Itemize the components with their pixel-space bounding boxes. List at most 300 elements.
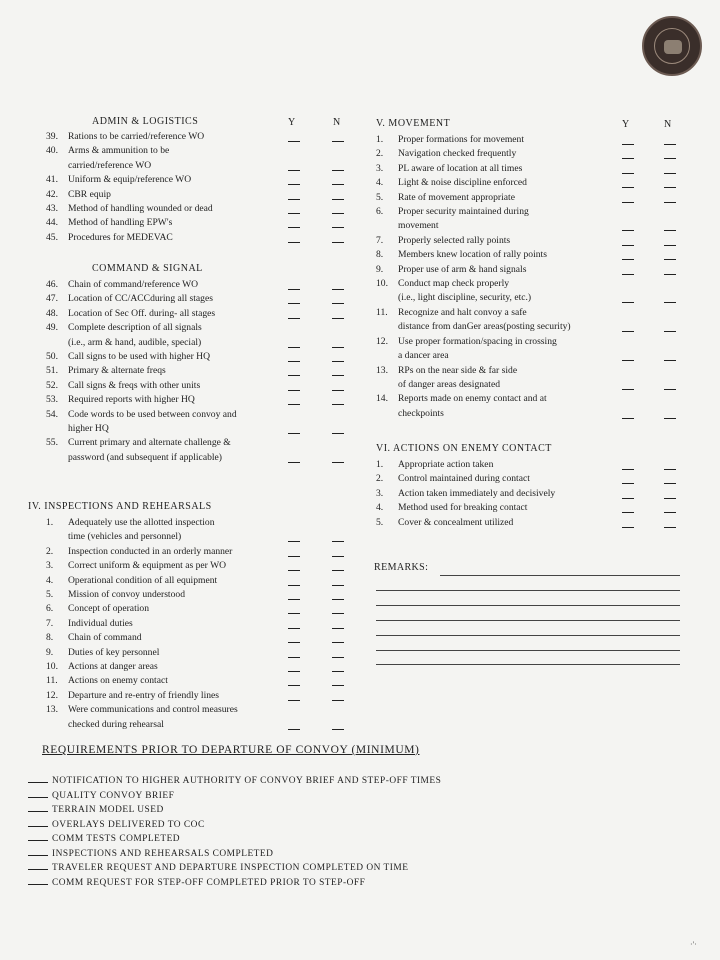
item-text: Proper security maintained during [398,206,529,218]
item-number: 11. [46,675,58,687]
item-number: 51. [46,365,58,377]
requirement-text: OVERLAYS DELIVERED TO COC [52,819,205,830]
checklist-item-continued [376,378,571,392]
item-text: Navigation checked frequently [398,148,517,160]
item-text: Actions on enemy contact [68,675,168,687]
answer-n-blank[interactable] [664,245,676,246]
answer-y-blank[interactable] [288,213,300,214]
item-text: Use proper formation/spacing in crossing [398,335,557,347]
item-number: 50. [46,351,58,363]
checklist-item-continued [376,320,571,334]
item-number: 6. [376,206,384,218]
item-text: Appropriate action taken [398,459,494,470]
checklist-item [46,202,213,216]
item-number: 13. [46,704,58,716]
checklist-item [376,248,571,262]
remarks-line [376,590,680,591]
item-number: 5. [46,589,54,601]
checklist-item [46,216,213,230]
actions-list [376,458,555,530]
item-text: Members knew location of rally points [398,249,547,261]
item-text: Operational condition of all equipment [68,574,218,586]
answer-n-blank[interactable] [664,331,676,332]
answer-y-blank[interactable] [288,642,300,643]
checklist-item [376,458,555,472]
item-number: 49. [46,322,58,334]
item-text: Recognize and halt convoy a safe [398,306,527,318]
item-number: 12. [376,335,388,347]
item-text: Current primary and alternate challenge & [68,437,231,449]
checklist-item-continued [46,422,237,436]
item-text: Rations to be carried/reference WO [68,131,205,142]
answer-y-blank[interactable] [288,599,300,600]
answer-y-blank[interactable] [622,202,634,203]
item-text: Procedures for MEDEVAC [68,231,173,243]
checklist-item [376,147,571,161]
item-text: password (and subsequent if applicable) [68,451,222,463]
requirement-checkbox-blank[interactable] [28,797,48,798]
answer-n-blank[interactable] [332,556,344,557]
item-number: 55. [46,437,58,449]
checklist-item [46,660,238,674]
answer-n-blank[interactable] [332,361,344,362]
checklist-item-continued [46,718,238,732]
item-number: 47. [46,293,58,305]
answer-n-blank[interactable] [332,628,344,629]
item-text: Code words to be used between convoy and [68,408,237,420]
answer-y-blank[interactable] [288,585,300,586]
requirement-text: TERRAIN MODEL USED [52,805,164,815]
seal-icon [642,16,702,76]
answer-y-blank[interactable] [288,141,300,142]
inspections-title: IV. INSPECTIONS AND REHEARSALS [28,501,212,512]
checklist-item [46,292,237,306]
checklist-item [376,162,571,176]
answer-n-blank[interactable] [332,227,344,228]
answer-y-blank[interactable] [288,729,300,730]
item-text: checkpoints [398,407,444,419]
requirement-text: INSPECTIONS AND REHEARSALS COMPLETED [52,848,274,859]
answer-n-blank[interactable] [332,375,344,376]
answer-n-blank[interactable] [664,418,676,419]
answer-n-blank[interactable] [332,390,344,391]
admin-title: ADMIN & LOGISTICS [92,116,199,127]
answer-y-blank[interactable] [288,541,300,542]
checklist-item [46,602,238,616]
item-number: 10. [376,278,388,290]
checklist-item [46,379,237,393]
answer-y-blank[interactable] [288,199,300,200]
item-number: 5. [376,516,384,528]
requirement-checkbox-blank[interactable] [28,840,48,841]
item-number: 8. [376,249,384,261]
checklist-item-continued [46,159,213,173]
answer-n-blank[interactable] [664,302,676,303]
answer-y-blank[interactable] [622,245,634,246]
checklist-item-continued [46,530,238,544]
item-text: Required reports with higher HQ [68,394,195,406]
item-text: Method used for breaking contact [398,502,528,514]
answer-y-blank[interactable] [288,361,300,362]
movement-title: V. MOVEMENT [376,118,451,129]
checklist-item-continued [376,407,571,421]
answer-n-blank[interactable] [664,173,676,174]
answer-y-blank[interactable] [288,347,300,348]
item-number: 9. [376,263,384,275]
answer-y-blank[interactable] [288,375,300,376]
requirement-item [28,878,365,888]
answer-n-blank[interactable] [332,462,344,463]
answer-n-blank[interactable] [332,585,344,586]
item-number: 2. [376,148,384,160]
item-text: Call signs & freqs with other units [68,379,201,391]
answer-n-blank[interactable] [332,541,344,542]
answer-y-blank[interactable] [288,170,300,171]
checklist-item [46,574,238,588]
answer-n-blank[interactable] [332,347,344,348]
answer-n-blank[interactable] [332,404,344,405]
item-number: 40. [46,145,58,157]
answer-n-blank[interactable] [332,184,344,185]
answer-y-blank[interactable] [288,303,300,304]
admin-y-header: Y [288,117,296,128]
item-number: 46. [46,279,58,290]
requirement-checkbox-blank[interactable] [28,826,48,827]
answer-n-blank[interactable] [664,389,676,390]
answer-y-blank[interactable] [622,158,634,159]
item-text: Location of CC/ACCduring all stages [68,293,213,305]
corner-mark: ·'· [690,940,697,949]
answer-y-blank[interactable] [622,418,634,419]
actions-title: VI. ACTIONS ON ENEMY CONTACT [376,443,552,454]
checklist-item [46,436,237,450]
item-text: Proper formations for movement [398,134,525,145]
checklist-item [46,173,213,187]
answer-n-blank[interactable] [332,199,344,200]
answer-y-blank[interactable] [622,274,634,275]
remarks-line [376,650,680,651]
item-text: Light & noise discipline enforced [398,177,527,189]
checklist-item [46,321,237,335]
item-text: Proper use of arm & hand signals [398,263,527,275]
answer-y-blank[interactable] [622,469,634,470]
item-text: of danger areas designated [398,378,501,390]
answer-n-blank[interactable] [332,729,344,730]
item-text: CBR equip [68,188,111,200]
answer-n-blank[interactable] [664,512,676,513]
answer-n-blank[interactable] [332,433,344,434]
item-text: Arms & ammunition to be [68,145,170,157]
remarks-line [440,575,680,576]
checklist-item-continued [46,336,237,350]
item-text: PL aware of location at all times [398,162,523,174]
answer-y-blank[interactable] [288,628,300,629]
checklist-item [376,392,571,406]
item-number: 2. [46,545,54,557]
item-text: RPs on the near side & far side [398,364,518,376]
item-text: Duties of key personnel [68,646,160,658]
item-number: 5. [376,191,384,203]
answer-n-blank[interactable] [664,158,676,159]
item-number: 52. [46,379,58,391]
requirement-checkbox-blank[interactable] [28,884,48,885]
answer-n-blank[interactable] [664,469,676,470]
item-text: Were communications and control measures [68,704,238,716]
checklist-item [376,191,571,205]
checklist-item [46,231,213,245]
answer-y-blank[interactable] [288,184,300,185]
item-text: Adequately use the allotted inspection [68,517,215,528]
checklist-item [376,516,555,530]
item-number: 13. [376,364,388,376]
answer-y-blank[interactable] [288,570,300,571]
checklist-item [376,335,571,349]
answer-n-blank[interactable] [332,213,344,214]
checklist-item [376,205,571,219]
item-number: 6. [46,603,54,615]
answer-y-blank[interactable] [622,259,634,260]
item-text: time (vehicles and personnel) [68,531,182,543]
movement-n-header: N [664,119,672,130]
command-title: COMMAND & SIGNAL [92,263,203,274]
answer-n-blank[interactable] [332,657,344,658]
item-number: 7. [46,617,54,629]
answer-n-blank[interactable] [332,170,344,171]
item-text: Individual duties [68,617,133,629]
checklist-item [376,364,571,378]
answer-y-blank[interactable] [288,671,300,672]
answer-y-blank[interactable] [288,404,300,405]
requirement-text: COMM REQUEST FOR STEP-OFF COMPLETED PRIOR TO STEP-OFF [52,877,366,888]
item-number: 11. [376,306,388,318]
answer-y-blank[interactable] [288,227,300,228]
requirement-checkbox-blank[interactable] [28,782,48,783]
checklist-item [46,364,237,378]
answer-y-blank[interactable] [622,527,634,528]
item-text: Primary & alternate freqs [68,365,166,377]
checklist-item [376,501,555,515]
requirement-item [28,805,164,815]
requirement-item [28,791,174,801]
item-number: 54. [46,408,58,420]
remarks-line [376,635,680,636]
checklist-item [46,144,213,158]
item-number: 48. [46,307,58,319]
answer-n-blank[interactable] [664,202,676,203]
remarks-line [376,620,680,621]
item-number: 8. [46,632,54,644]
answer-y-blank[interactable] [622,173,634,174]
checklist-item [46,307,237,321]
item-text: Control maintained during contact [398,473,530,485]
checklist-item [46,408,237,422]
checklist-item [46,689,238,703]
checklist-item-continued [46,451,237,465]
item-text: Location of Sec Off. during- all stages [68,307,216,319]
item-text: distance from danGer areas(posting security) [398,321,571,333]
answer-y-blank[interactable] [622,498,634,499]
answer-y-blank[interactable] [288,685,300,686]
item-text: Correct uniform & equipment as per WO [68,560,227,572]
item-text: carried/reference WO [68,159,152,171]
checklist-item [376,133,571,147]
remarks-label: REMARKS: [374,562,429,573]
item-number: 3. [46,560,54,572]
requirement-text: COMM TESTS COMPLETED [52,834,181,844]
answer-n-blank[interactable] [664,498,676,499]
answer-n-blank[interactable] [332,289,344,290]
requirement-checkbox-blank[interactable] [28,811,48,812]
answer-y-blank[interactable] [288,556,300,557]
answer-y-blank[interactable] [622,144,634,145]
answer-y-blank[interactable] [288,318,300,319]
answer-y-blank[interactable] [288,613,300,614]
movement-list [376,133,571,421]
checklist-item [46,545,238,559]
answer-y-blank[interactable] [622,187,634,188]
item-text: Inspection conducted in an orderly manner [68,545,233,557]
item-number: 3. [376,487,384,499]
item-number: 2. [376,473,384,485]
checklist-item-continued [376,349,571,363]
checklist-item-continued [376,291,571,305]
checklist-item [376,472,555,486]
answer-n-blank[interactable] [664,527,676,528]
checklist-item [46,559,238,573]
checklist-item [46,703,238,717]
answer-y-blank[interactable] [288,700,300,701]
requirement-text: QUALITY CONVOY BRIEF [52,790,175,801]
item-text: Cover & concealment utilized [398,516,514,528]
checklist-item [46,393,237,407]
answer-y-blank[interactable] [288,657,300,658]
requirement-checkbox-blank[interactable] [28,869,48,870]
item-text: Actions at danger areas [68,661,158,673]
item-text: Chain of command [68,632,142,644]
answer-y-blank[interactable] [288,289,300,290]
command-list [46,278,237,465]
item-text: Method of handling EPW's [68,217,173,229]
answer-n-blank[interactable] [332,685,344,686]
item-text: Uniform & equip/reference WO [68,174,192,186]
item-text: (i.e., arm & hand, audible, special) [68,336,202,348]
item-number: 10. [46,661,58,673]
checklist-item [46,516,238,530]
item-number: 12. [46,689,58,701]
item-text: Reports made on enemy contact and at [398,393,547,405]
answer-n-blank[interactable] [332,242,344,243]
answer-n-blank[interactable] [664,187,676,188]
answer-n-blank[interactable] [664,360,676,361]
item-text: Departure and re-entry of friendly lines [68,689,220,701]
checklist-item [46,617,238,631]
answer-n-blank[interactable] [664,144,676,145]
item-number: 14. [376,393,388,405]
answer-y-blank[interactable] [288,433,300,434]
answer-n-blank[interactable] [332,642,344,643]
answer-y-blank[interactable] [622,331,634,332]
answer-n-blank[interactable] [332,303,344,304]
answer-y-blank[interactable] [288,462,300,463]
answer-y-blank[interactable] [622,302,634,303]
inspections-list [46,516,238,732]
item-number: 1. [376,459,384,470]
item-number: 4. [376,177,384,189]
answer-n-blank[interactable] [332,599,344,600]
remarks-line [376,664,680,665]
requirement-item [28,834,180,844]
requirement-item [28,820,205,830]
item-number: 39. [46,131,58,142]
requirement-text: NOTIFICATION TO HIGHER AUTHORITY OF CONVOY BRIEF AND STEP-OFF TIMES [52,776,442,786]
item-text: a dancer area [398,350,449,362]
answer-n-blank[interactable] [664,259,676,260]
checklist-item [46,631,238,645]
answer-n-blank[interactable] [664,274,676,275]
item-number: 43. [46,203,58,215]
checklist-item [376,176,571,190]
checklist-item [376,263,571,277]
movement-y-header: Y [622,119,630,130]
item-number: 4. [46,574,54,586]
item-number: 1. [376,134,384,145]
checklist-item [46,130,213,144]
item-text: Concept of operation [68,603,149,615]
requirement-item [28,863,408,873]
item-text: Conduct map check properly [398,278,510,290]
item-number: 41. [46,174,58,186]
item-number: 9. [46,646,54,658]
answer-y-blank[interactable] [622,360,634,361]
item-text: Rate of movement appropriate [398,191,515,203]
requirement-text: TRAVELER REQUEST AND DEPARTURE INSPECTION COMPLETED ON TIME [52,863,409,873]
item-text: higher HQ [68,423,109,435]
answer-n-blank[interactable] [332,700,344,701]
item-number: 45. [46,231,58,243]
answer-n-blank[interactable] [332,318,344,319]
item-number: 53. [46,394,58,406]
answer-n-blank[interactable] [332,141,344,142]
admin-n-header: N [333,117,341,128]
requirement-item [28,776,441,786]
item-number: 44. [46,217,58,229]
checklist-item [46,188,213,202]
answer-y-blank[interactable] [288,242,300,243]
checklist-item [46,350,237,364]
item-text: movement [398,220,439,232]
item-text: Call signs to be used with higher HQ [68,351,211,363]
item-number: 1. [46,517,54,528]
item-number: 42. [46,188,58,200]
answer-y-blank[interactable] [622,512,634,513]
answer-n-blank[interactable] [664,483,676,484]
item-text: checked during rehearsal [68,718,164,730]
answer-n-blank[interactable] [664,230,676,231]
checklist-item-continued [376,219,571,233]
answer-y-blank[interactable] [622,483,634,484]
item-text: Method of handling wounded or dead [68,203,213,215]
answer-y-blank[interactable] [288,390,300,391]
checklist-item [376,234,571,248]
answer-y-blank[interactable] [622,230,634,231]
requirement-checkbox-blank[interactable] [28,855,48,856]
answer-n-blank[interactable] [332,671,344,672]
answer-y-blank[interactable] [622,389,634,390]
answer-n-blank[interactable] [332,613,344,614]
seal-emblem [664,40,682,54]
answer-n-blank[interactable] [332,570,344,571]
item-text: (i.e., light discipline, security, etc.) [398,292,532,304]
